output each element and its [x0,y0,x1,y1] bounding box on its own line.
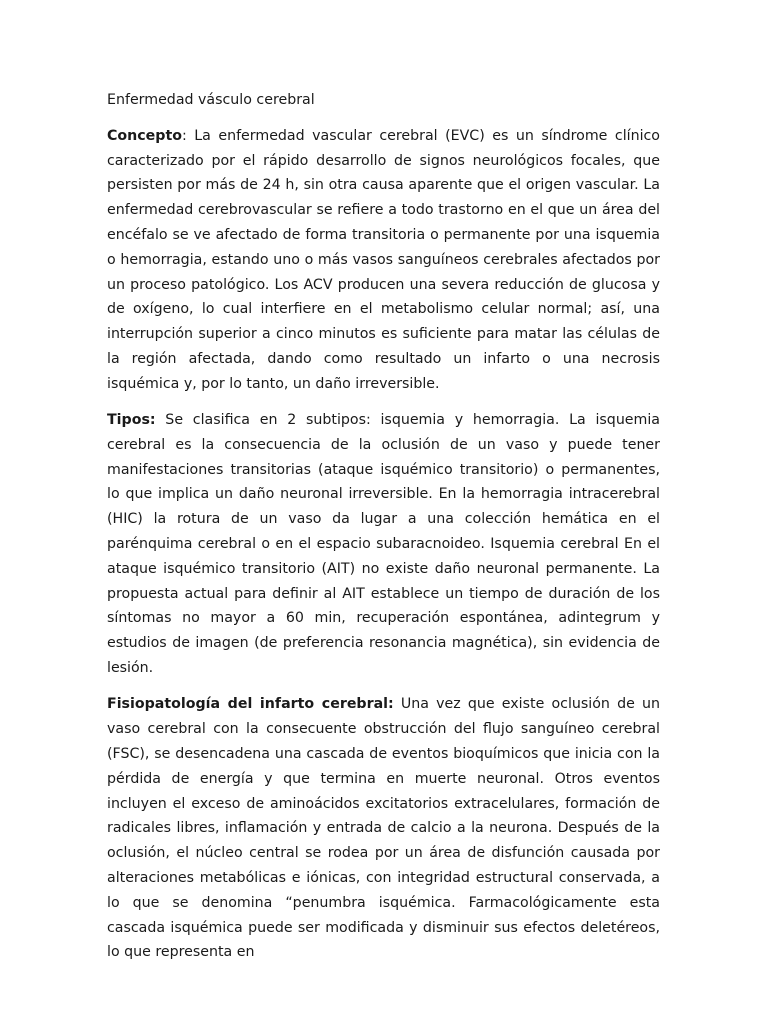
section-tipos [107,408,660,681]
document-body [107,88,660,977]
section-concepto [107,124,660,397]
section-body-tipos: Se clasifica en 2 subtipos: isquemia y hemorragia. La isquemia cerebral es la consecuencia de la oclusión de un vaso y puede tener manifestaciones transitorias (ataque isquémico transitorio) o permanentes, lo que implica un daño neuronal irreversible. En la hemorragia intracerebral (HIC) la rotura de un vaso da lugar a una colección hemática en el parénquima cerebral o en el espacio subaracnoideo. Isquemia cerebral En el ataque isquémico transitorio (AIT) no existe daño neuronal permanente. La propuesta actual para definir al AIT establece un tiempo de duración de los síntomas no mayor a 60 min, recuperación espontánea, adintegrum y estudios de imagen (de preferencia resonancia magnética), sin evidencia de lesión. [107,412,660,677]
section-body-fisiopatologia: Una vez que existe oclusión de un vaso cerebral con la consecuente obstrucción del flujo sanguíneo cerebral (FSC), se desencadena una cascada de eventos bioquímicos que inicia con la pérdida de energía y que termina en muerte neuronal. Otros eventos incluyen el exceso de aminoácidos excitatorios extracelulares, formación de radicales libres, inflamación y entrada de calcio a la neurona. Después de la oclusión, el núcleo central se rodea por un área de disfunción causada por alteraciones metabólicas e iónicas, con integridad estructural conservada, a lo que se denomina “penumbra isquémica. Farmacológicamente esta cascada isquémica puede ser modificada y disminuir sus efectos deletéreos, lo que representa en [107,696,660,961]
document-title: Enfermedad vásculo cerebral [107,92,315,108]
section-fisiopatologia [107,692,660,965]
section-heading-tipos: Tipos: [107,412,156,429]
section-body-concepto: : La enfermedad vascular cerebral (EVC) es un síndrome clínico caracterizado por el rápido desarrollo de signos neurológicos focales, que persisten por más de 24 h, sin otra causa aparente que el origen vascular. La enfermedad cerebrovascular se refiere a todo trastorno en el que un área del encéfalo se ve afectado de forma transitoria o permanente por una isquemia o hemorragia, estando uno o más vasos sanguíneos cerebrales afectados por un proceso patológico. Los ACV producen una severa reducción de glucosa y de oxígeno, lo cual interfiere en el metabolismo celular normal; así, una interrupción superior a cinco minutos es suficiente para matar las células de la región afectada, dando como resultado un infarto o una necrosis isquémica y, por lo tanto, un daño irreversible. [107,127,660,392]
section-heading-fisiopatologia: Fisiopatología del infarto cerebral: [107,696,394,713]
section-heading-concepto: Concepto [107,127,182,144]
